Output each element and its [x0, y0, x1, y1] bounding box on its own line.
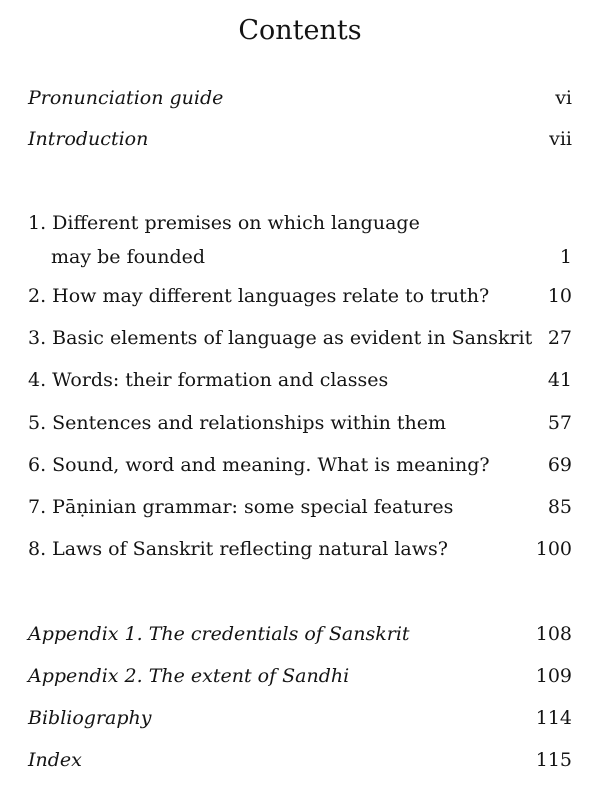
toc-entry-page: vi [555, 87, 572, 109]
toc-entry-page: 109 [535, 665, 572, 687]
toc-entry-title: Bibliography [28, 707, 152, 729]
toc-entry-title: Introduction [28, 128, 149, 150]
toc-entry-page: 114 [535, 707, 572, 729]
toc-entry-chapter-2[interactable] [28, 279, 572, 313]
toc-entry-pronunciation-guide[interactable] [28, 81, 572, 115]
toc-entry-page: 85 [547, 496, 572, 518]
toc-entry-page: 10 [547, 285, 572, 307]
toc-entry-title: 3. Basic elements of language as evident in Sanskrit [28, 327, 533, 349]
toc-entry-title [28, 206, 420, 274]
toc-entry-title: Pronunciation guide [28, 87, 224, 109]
toc-entry-chapter-5[interactable] [28, 406, 572, 440]
toc-entry-page: vii [549, 128, 572, 150]
toc-entry-chapter-1[interactable] [28, 206, 572, 274]
toc-entry-title-line-2: may be founded [51, 246, 206, 268]
toc-entry-title: Appendix 2. The extent of Sandhi [28, 665, 350, 687]
toc-entry-chapter-6[interactable] [28, 448, 572, 482]
toc-entry-index[interactable] [28, 743, 572, 777]
toc-entry-title: 4. Words: their formation and classes [28, 369, 389, 391]
toc-entry-page: 115 [535, 749, 572, 771]
toc-entry-appendix-2[interactable] [28, 659, 572, 693]
toc-entry-appendix-1[interactable] [28, 617, 572, 651]
toc-entry-chapter-7[interactable] [28, 490, 572, 524]
toc-entry-title: 8. Laws of Sanskrit reflecting natural laws? [28, 538, 448, 560]
toc-entry-page: 1 [559, 246, 572, 268]
toc-entry-page: 100 [535, 538, 572, 560]
page-title: Contents [238, 15, 362, 46]
toc-entry-chapter-4[interactable] [28, 363, 572, 397]
toc-entry-title: 2. How may different languages relate to truth? [28, 285, 490, 307]
toc-entry-page: 41 [547, 369, 572, 391]
toc-entry-page: 27 [547, 327, 572, 349]
toc-entry-page: 69 [547, 454, 572, 476]
toc-entry-title: Index [28, 749, 82, 771]
toc-entry-introduction[interactable] [28, 122, 572, 156]
toc-entry-title: 6. Sound, word and meaning. What is meaning? [28, 454, 490, 476]
toc-entry-chapter-3[interactable] [28, 321, 572, 355]
toc-entry-title: Appendix 1. The credentials of Sanskrit [28, 623, 410, 645]
toc-entry-page: 57 [547, 412, 572, 434]
toc-entry-title-line-1: 1. Different premises on which language [28, 212, 420, 234]
toc-entry-title: 5. Sentences and relationships within them [28, 412, 447, 434]
toc-entry-bibliography[interactable] [28, 701, 572, 735]
toc-entry-page: 108 [535, 623, 572, 645]
toc-entry-chapter-8[interactable] [28, 532, 572, 566]
toc-entry-title: 7. Pāṇinian grammar: some special features [28, 496, 454, 518]
